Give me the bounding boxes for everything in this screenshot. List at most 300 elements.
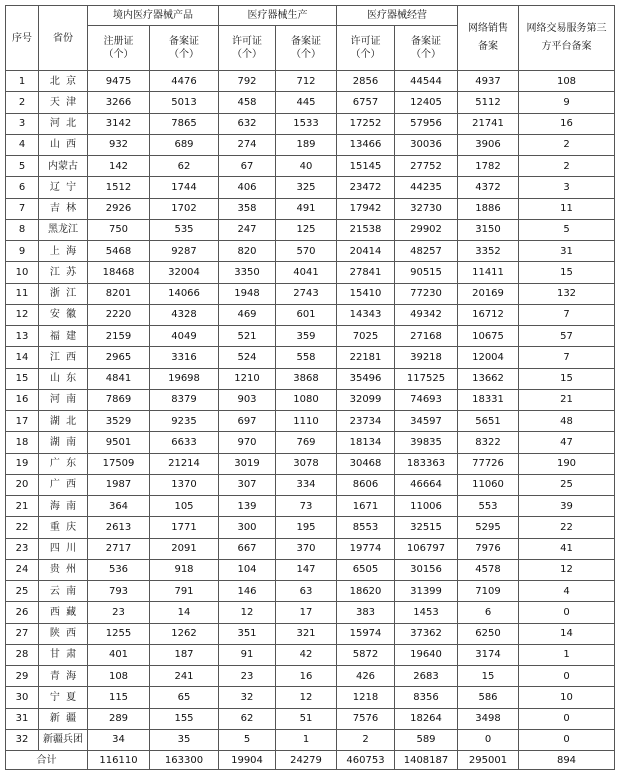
row-value: 39218 [395,347,458,368]
row-province: 山 西 [39,134,88,155]
row-value: 667 [219,538,276,559]
row-value: 19640 [395,644,458,665]
row-value: 601 [276,304,337,325]
row-value: 589 [395,729,458,750]
row-value: 5872 [337,644,395,665]
row-value: 104 [219,559,276,580]
row-value: 8379 [150,389,219,410]
row-value: 9 [519,92,615,113]
row-value: 18134 [337,432,395,453]
row-value: 67 [219,156,276,177]
row-value: 57 [519,326,615,347]
row-value: 3316 [150,347,219,368]
row-value: 8606 [337,474,395,495]
row-province: 吉 林 [39,198,88,219]
table-row [6,559,615,580]
row-value: 289 [88,708,150,729]
header-platform [519,6,615,71]
row-value: 46664 [395,474,458,495]
row-value: 241 [150,666,219,687]
table-row [6,453,615,474]
row-value: 750 [88,219,150,240]
table-row [6,666,615,687]
row-value: 91 [219,644,276,665]
row-value: 2717 [88,538,150,559]
row-value: 190 [519,453,615,474]
row-seq: 3 [6,113,39,134]
row-value: 0 [519,708,615,729]
row-value: 34597 [395,411,458,432]
header-sub-rec [150,26,219,71]
row-province: 甘 肃 [39,644,88,665]
row-value: 558 [276,347,337,368]
row-province: 辽 宁 [39,177,88,198]
row-value: 77726 [458,453,519,474]
row-value: 247 [219,219,276,240]
row-value: 0 [519,729,615,750]
row-value: 1702 [150,198,219,219]
row-value: 23 [219,666,276,687]
row-value: 15974 [337,623,395,644]
row-province: 内蒙古 [39,156,88,177]
row-value: 11 [519,198,615,219]
row-value: 1948 [219,283,276,304]
header-online-sales-label: 网络销售备案 [468,23,508,52]
row-value: 32515 [395,517,458,538]
row-value: 31399 [395,581,458,602]
row-province: 重 庆 [39,517,88,538]
row-value: 132 [519,283,615,304]
row-value: 57956 [395,113,458,134]
row-value: 2 [337,729,395,750]
row-seq: 15 [6,368,39,389]
row-value: 15 [519,262,615,283]
row-value: 5 [219,729,276,750]
total-row [6,751,615,770]
row-value: 4476 [150,71,219,92]
row-value: 8356 [395,687,458,708]
row-value: 535 [150,219,219,240]
row-value: 39835 [395,432,458,453]
row-seq: 8 [6,219,39,240]
sub-label: 备案证 [411,36,441,47]
row-value: 14343 [337,304,395,325]
header-province: 省份 [39,6,88,71]
sub-unit: （个） [350,49,381,60]
row-seq: 22 [6,517,39,538]
row-seq: 9 [6,241,39,262]
sub-label: 许可证 [350,36,381,47]
header-sub-lic [337,26,395,71]
row-value: 1080 [276,389,337,410]
table-row [6,411,615,432]
row-value: 3352 [458,241,519,262]
row-value: 12 [219,602,276,623]
row-value: 401 [88,644,150,665]
row-value: 30036 [395,134,458,155]
row-value: 18331 [458,389,519,410]
row-value: 7869 [88,389,150,410]
row-value: 4049 [150,326,219,347]
row-value: 32099 [337,389,395,410]
row-value: 1255 [88,623,150,644]
row-value: 139 [219,496,276,517]
row-seq: 12 [6,304,39,325]
row-value: 32 [219,687,276,708]
row-value: 16712 [458,304,519,325]
sub-unit: （个） [411,49,441,60]
row-province: 云 南 [39,581,88,602]
row-value: 1370 [150,474,219,495]
table-row [6,474,615,495]
total-value: 24279 [276,751,337,770]
header-platform-label: 网络交易服务第三方平台备案 [526,23,607,52]
row-value: 17509 [88,453,150,474]
row-value: 445 [276,92,337,113]
table-row [6,113,615,134]
row-value: 3868 [276,368,337,389]
row-value: 31 [519,241,615,262]
row-value: 5468 [88,241,150,262]
row-value: 793 [88,581,150,602]
row-value: 1110 [276,411,337,432]
row-province: 湖 北 [39,411,88,432]
row-value: 27168 [395,326,458,347]
header-production: 医疗器械生产 [219,6,337,26]
row-province: 安 徽 [39,304,88,325]
header-sub-rec [276,26,337,71]
row-value: 11060 [458,474,519,495]
row-value: 5651 [458,411,519,432]
row-value: 7 [519,347,615,368]
row-value: 32004 [150,262,219,283]
row-seq: 31 [6,708,39,729]
header-sub-reg [88,26,150,71]
row-value: 0 [519,666,615,687]
row-value: 14 [519,623,615,644]
row-province: 福 建 [39,326,88,347]
row-value: 40 [276,156,337,177]
table-row [6,262,615,283]
row-value: 7025 [337,326,395,347]
row-value: 458 [219,92,276,113]
row-value: 307 [219,474,276,495]
row-province: 上 海 [39,241,88,262]
row-value: 2965 [88,347,150,368]
row-value: 20169 [458,283,519,304]
row-value: 7865 [150,113,219,134]
row-province: 广 东 [39,453,88,474]
row-seq: 20 [6,474,39,495]
row-value: 932 [88,134,150,155]
row-value: 125 [276,219,337,240]
row-value: 7976 [458,538,519,559]
table-body [6,71,615,751]
row-value: 6250 [458,623,519,644]
table-header [6,6,615,71]
sub-unit: （个） [232,49,262,60]
row-province: 浙 江 [39,283,88,304]
row-value: 147 [276,559,337,580]
row-value: 769 [276,432,337,453]
row-value: 15410 [337,283,395,304]
row-seq: 17 [6,411,39,432]
sub-unit: （个） [103,49,134,60]
row-seq: 23 [6,538,39,559]
row-value: 4578 [458,559,519,580]
row-value: 2 [519,134,615,155]
row-value: 7 [519,304,615,325]
table-row [6,326,615,347]
row-value: 11006 [395,496,458,517]
table-row [6,219,615,240]
row-value: 469 [219,304,276,325]
row-seq: 28 [6,644,39,665]
row-value: 9501 [88,432,150,453]
row-seq: 13 [6,326,39,347]
row-value: 106797 [395,538,458,559]
table-row [6,389,615,410]
table-row [6,581,615,602]
row-value: 21741 [458,113,519,134]
row-value: 2926 [88,198,150,219]
row-value: 2 [519,156,615,177]
row-value: 10675 [458,326,519,347]
row-value: 1512 [88,177,150,198]
row-value: 712 [276,71,337,92]
row-value: 117525 [395,368,458,389]
row-seq: 24 [6,559,39,580]
table-row [6,602,615,623]
row-value: 6505 [337,559,395,580]
row-value: 18264 [395,708,458,729]
row-value: 553 [458,496,519,517]
row-value: 9287 [150,241,219,262]
sub-label: 备案证 [291,36,321,47]
row-seq: 27 [6,623,39,644]
row-value: 792 [219,71,276,92]
row-value: 37362 [395,623,458,644]
row-value: 115 [88,687,150,708]
row-value: 12 [276,687,337,708]
row-province: 河 南 [39,389,88,410]
row-province: 山 东 [39,368,88,389]
row-seq: 1 [6,71,39,92]
row-seq: 11 [6,283,39,304]
row-value: 39 [519,496,615,517]
row-province: 新疆兵团 [39,729,88,750]
row-value: 183363 [395,453,458,474]
row-value: 16 [276,666,337,687]
table-row [6,517,615,538]
row-seq: 25 [6,581,39,602]
row-value: 34 [88,729,150,750]
row-province: 北 京 [39,71,88,92]
row-value: 30156 [395,559,458,580]
row-value: 23734 [337,411,395,432]
row-value: 146 [219,581,276,602]
row-value: 2743 [276,283,337,304]
row-value: 17 [276,602,337,623]
row-value: 1218 [337,687,395,708]
row-value: 44544 [395,71,458,92]
row-value: 3350 [219,262,276,283]
row-value: 358 [219,198,276,219]
row-seq: 14 [6,347,39,368]
row-value: 8553 [337,517,395,538]
row-value: 3078 [276,453,337,474]
sub-label: 许可证 [232,36,262,47]
header-operation: 医疗器械经营 [337,6,458,26]
row-value: 1210 [219,368,276,389]
row-value: 12 [519,559,615,580]
row-value: 27841 [337,262,395,283]
row-value: 6 [458,602,519,623]
row-value: 65 [150,687,219,708]
row-value: 142 [88,156,150,177]
row-value: 73 [276,496,337,517]
row-value: 632 [219,113,276,134]
row-value: 2220 [88,304,150,325]
table-row [6,241,615,262]
row-value: 90515 [395,262,458,283]
row-value: 8322 [458,432,519,453]
table-row [6,134,615,155]
device-statistics-table [5,5,615,770]
table-row [6,432,615,453]
row-value: 1 [519,644,615,665]
row-value: 15145 [337,156,395,177]
row-value: 22181 [337,347,395,368]
table-row [6,729,615,750]
row-seq: 5 [6,156,39,177]
header-seq: 序号 [6,6,39,71]
row-value: 586 [458,687,519,708]
table-row [6,71,615,92]
row-value: 20414 [337,241,395,262]
row-province: 江 苏 [39,262,88,283]
row-province: 青 海 [39,666,88,687]
row-seq: 21 [6,496,39,517]
total-label: 合计 [6,751,88,770]
row-seq: 19 [6,453,39,474]
row-value: 14 [150,602,219,623]
row-value: 47 [519,432,615,453]
row-value: 105 [150,496,219,517]
row-province: 西 藏 [39,602,88,623]
row-value: 25 [519,474,615,495]
total-value: 116110 [88,751,150,770]
row-value: 15 [519,368,615,389]
table-row [6,283,615,304]
row-value: 17252 [337,113,395,134]
row-province: 陕 西 [39,623,88,644]
row-value: 325 [276,177,337,198]
row-value: 4041 [276,262,337,283]
row-seq: 16 [6,389,39,410]
table-row [6,304,615,325]
row-value: 8201 [88,283,150,304]
row-value: 4841 [88,368,150,389]
row-value: 359 [276,326,337,347]
row-value: 697 [219,411,276,432]
row-value: 1782 [458,156,519,177]
row-value: 2683 [395,666,458,687]
row-value: 51 [276,708,337,729]
row-value: 406 [219,177,276,198]
row-province: 贵 州 [39,559,88,580]
total-value: 19904 [219,751,276,770]
row-value: 426 [337,666,395,687]
row-value: 2613 [88,517,150,538]
row-value: 300 [219,517,276,538]
row-province: 海 南 [39,496,88,517]
row-value: 63 [276,581,337,602]
row-value: 3498 [458,708,519,729]
row-value: 1453 [395,602,458,623]
sub-label: 备案证 [169,36,199,47]
table-row [6,623,615,644]
row-seq: 4 [6,134,39,155]
row-seq: 7 [6,198,39,219]
row-value: 35 [150,729,219,750]
table-row [6,92,615,113]
row-value: 4937 [458,71,519,92]
table-row [6,708,615,729]
row-province: 四 川 [39,538,88,559]
row-value: 49342 [395,304,458,325]
row-value: 21214 [150,453,219,474]
row-value: 18620 [337,581,395,602]
row-value: 17942 [337,198,395,219]
row-value: 108 [519,71,615,92]
row-value: 9235 [150,411,219,432]
row-value: 12004 [458,347,519,368]
table-row [6,177,615,198]
table-row [6,347,615,368]
table-row [6,687,615,708]
row-seq: 10 [6,262,39,283]
header-online-sales [458,6,519,71]
row-seq: 6 [6,177,39,198]
row-value: 689 [150,134,219,155]
row-value: 3266 [88,92,150,113]
row-value: 5295 [458,517,519,538]
total-value: 163300 [150,751,219,770]
row-province: 新 疆 [39,708,88,729]
header-domestic-products: 境内医疗器械产品 [88,6,219,26]
row-value: 521 [219,326,276,347]
row-value: 1262 [150,623,219,644]
row-value: 491 [276,198,337,219]
row-value: 383 [337,602,395,623]
row-value: 4372 [458,177,519,198]
row-province: 广 西 [39,474,88,495]
row-value: 10 [519,687,615,708]
row-value: 274 [219,134,276,155]
row-value: 2856 [337,71,395,92]
row-value: 370 [276,538,337,559]
row-value: 29902 [395,219,458,240]
row-value: 48257 [395,241,458,262]
row-value: 19774 [337,538,395,559]
table-row [6,496,615,517]
table-row [6,156,615,177]
row-value: 2159 [88,326,150,347]
row-value: 321 [276,623,337,644]
row-value: 1 [276,729,337,750]
row-value: 62 [219,708,276,729]
